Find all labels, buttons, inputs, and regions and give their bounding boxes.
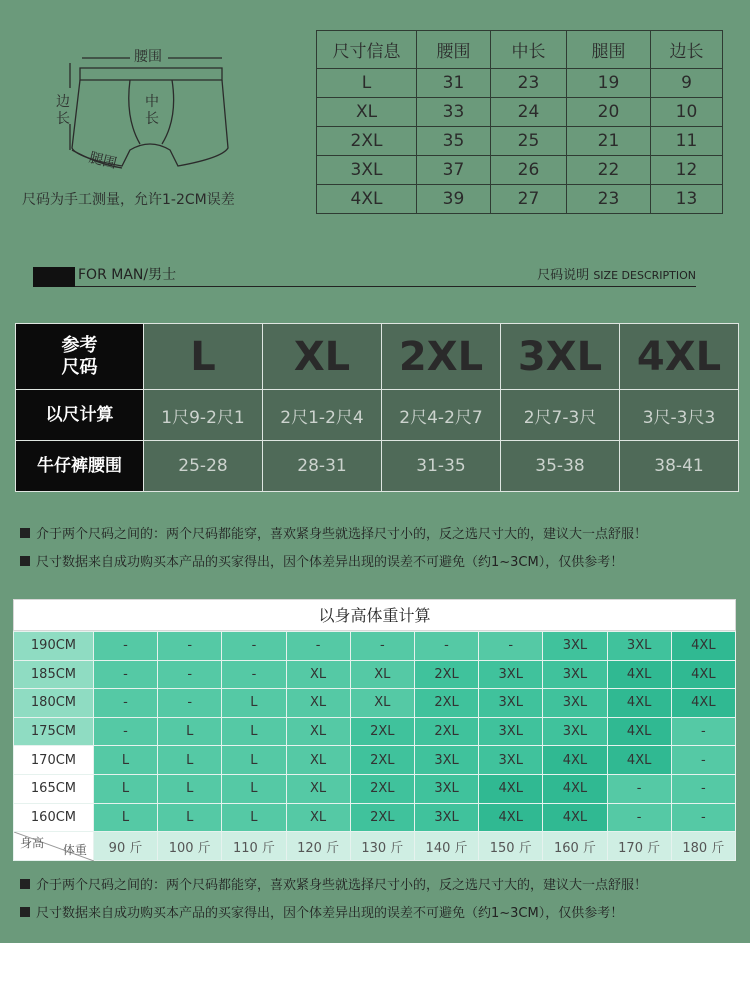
size-cell: XL	[286, 803, 350, 832]
size-cell: L	[93, 774, 157, 803]
bullet-square-icon	[20, 556, 30, 566]
table-cell: 35	[417, 127, 491, 156]
size-cell: 2XL	[414, 689, 478, 718]
table-row	[14, 746, 736, 775]
size-cell: 4XL	[479, 774, 543, 803]
table-cell: 2XL	[317, 127, 417, 156]
table-cell: 3XL	[317, 156, 417, 185]
height-cell: 175CM	[14, 717, 94, 746]
height-weight-grid	[13, 631, 736, 861]
table-row	[16, 390, 739, 441]
size-cell: 3XL	[479, 689, 543, 718]
size-cell: -	[222, 660, 286, 689]
row-label	[16, 324, 144, 390]
size-cell: 3XL	[414, 746, 478, 775]
size-description-cn: 尺码说明	[537, 268, 590, 283]
size-cell: 2XL	[350, 746, 414, 775]
size-cell: XL	[286, 774, 350, 803]
banner-left-text: FOR MAN/男士	[78, 267, 177, 283]
table-row	[14, 660, 736, 689]
table-cell: 19	[567, 69, 651, 98]
table-cell: 9	[651, 69, 723, 98]
note-text: 介于两个尺码之间的：两个尺码都能穿，喜欢紧身些就选择尺寸小的，反之选尺寸大的，建议大一点舒服！	[36, 878, 648, 893]
size-cell: 2XL	[350, 803, 414, 832]
row-label: 牛仔裤腰围	[16, 441, 144, 492]
section-banner	[33, 264, 696, 288]
table-cell: 12	[651, 156, 723, 185]
size-cell: XL	[286, 717, 350, 746]
height-weight-corner	[14, 832, 94, 861]
bullet-square-icon	[20, 907, 30, 917]
table-title: 以身高体重计算	[13, 599, 736, 631]
table-cell: 38-41	[620, 441, 739, 492]
size-cell: L	[93, 803, 157, 832]
table-cell: 31-35	[382, 441, 501, 492]
table-row	[317, 156, 723, 185]
table-cell: 3尺-3尺3	[620, 390, 739, 441]
size-cell: XL	[263, 324, 382, 390]
size-cell: 3XL	[414, 803, 478, 832]
table-cell: 25-28	[144, 441, 263, 492]
table-row	[317, 98, 723, 127]
size-cell: -	[158, 689, 222, 718]
weight-cell: 130 斤	[350, 832, 414, 861]
table-cell: XL	[317, 98, 417, 127]
header-cell: 尺寸信息	[317, 31, 417, 69]
size-cell: XL	[286, 689, 350, 718]
size-cell: -	[158, 632, 222, 661]
table-cell: 37	[417, 156, 491, 185]
size-cell: -	[607, 774, 671, 803]
size-cell: 4XL	[620, 324, 739, 390]
size-cell: -	[93, 660, 157, 689]
size-cell: 3XL	[543, 717, 607, 746]
size-cell: 4XL	[543, 774, 607, 803]
size-cell: 3XL	[479, 746, 543, 775]
size-cell: 4XL	[607, 746, 671, 775]
note-text: 尺寸数据来自成功购买本产品的买家得出，因个体差异出现的误差不可避免（约1~3CM），仅供参考！	[36, 555, 624, 570]
size-cell: 4XL	[479, 803, 543, 832]
size-cell: 3XL	[543, 632, 607, 661]
size-cell: -	[671, 717, 735, 746]
size-cell: -	[671, 746, 735, 775]
table-cell: 2尺4-2尺7	[382, 390, 501, 441]
table-cell: 33	[417, 98, 491, 127]
size-description-en: SIZE DESCRIPTION	[593, 269, 696, 282]
table-row	[14, 689, 736, 718]
table-cell: 11	[651, 127, 723, 156]
size-cell: -	[158, 660, 222, 689]
leg-circumference-label: 腿围	[87, 149, 119, 173]
table-row	[14, 632, 736, 661]
notes-block	[20, 525, 647, 581]
note-line	[20, 553, 647, 581]
table-row	[317, 69, 723, 98]
table-cell: 28-31	[263, 441, 382, 492]
size-info-table	[316, 30, 723, 214]
size-cell: L	[158, 774, 222, 803]
weight-cell: 170 斤	[607, 832, 671, 861]
size-cell: L	[222, 803, 286, 832]
height-cell: 160CM	[14, 803, 94, 832]
height-cell: 180CM	[14, 689, 94, 718]
weight-cell: 180 斤	[671, 832, 735, 861]
header-cell: 腰围	[417, 31, 491, 69]
size-cell: XL	[350, 689, 414, 718]
size-cell: 3XL	[414, 774, 478, 803]
bullet-square-icon	[20, 528, 30, 538]
table-header-row	[317, 31, 723, 69]
size-cell: L	[93, 746, 157, 775]
note-text: 介于两个尺码之间的：两个尺码都能穿，喜欢紧身些就选择尺寸小的，反之选尺寸大的，建议大一点舒服！	[36, 527, 648, 542]
waist-label: 腰围	[134, 49, 162, 65]
size-cell: 4XL	[671, 660, 735, 689]
size-cell: 4XL	[607, 717, 671, 746]
size-cell: L	[158, 803, 222, 832]
size-cell: 3XL	[479, 660, 543, 689]
size-cell: -	[607, 803, 671, 832]
size-cell: XL	[286, 660, 350, 689]
measurement-note: 尺码为手工测量，允许1-2CM误差	[22, 192, 235, 208]
mid-length-label: 中长	[145, 94, 159, 127]
size-cell: -	[222, 632, 286, 661]
size-cell: -	[93, 689, 157, 718]
table-row	[317, 127, 723, 156]
height-weight-table	[13, 599, 736, 861]
size-cell: 3XL	[501, 324, 620, 390]
table-row	[14, 717, 736, 746]
size-cell: 4XL	[543, 746, 607, 775]
table-row	[14, 774, 736, 803]
size-cell: L	[158, 717, 222, 746]
size-cell: -	[671, 774, 735, 803]
note-line	[20, 876, 647, 904]
size-cell: 2XL	[350, 774, 414, 803]
weight-cell: 150 斤	[479, 832, 543, 861]
height-cell: 165CM	[14, 774, 94, 803]
size-cell: 4XL	[543, 803, 607, 832]
size-cell: L	[222, 717, 286, 746]
size-cell: 3XL	[607, 632, 671, 661]
table-cell: 2尺1-2尺4	[263, 390, 382, 441]
weight-cell: 110 斤	[222, 832, 286, 861]
size-cell: 2XL	[350, 717, 414, 746]
weight-cell: 100 斤	[158, 832, 222, 861]
table-cell: 23	[567, 185, 651, 214]
size-cell: -	[93, 717, 157, 746]
height-cell: 190CM	[14, 632, 94, 661]
weight-cell: 160 斤	[543, 832, 607, 861]
size-cell: 2XL	[382, 324, 501, 390]
table-cell: 23	[491, 69, 567, 98]
table-cell: 2尺7-3尺	[501, 390, 620, 441]
table-row	[16, 324, 739, 390]
note-line	[20, 904, 647, 932]
size-cell: 2XL	[414, 660, 478, 689]
notes-block-bottom	[20, 876, 647, 932]
bullet-square-icon	[20, 879, 30, 889]
weight-axis-label: 体重	[62, 843, 87, 858]
size-cell: 3XL	[543, 689, 607, 718]
weight-cell: 90 斤	[93, 832, 157, 861]
weight-row	[14, 832, 736, 861]
table-cell: 26	[491, 156, 567, 185]
size-cell: L	[222, 689, 286, 718]
table-cell: 35-38	[501, 441, 620, 492]
table-cell: 27	[491, 185, 567, 214]
table-cell: 31	[417, 69, 491, 98]
size-cell: 4XL	[607, 689, 671, 718]
size-cell: -	[350, 632, 414, 661]
divider	[75, 286, 696, 287]
height-cell: 185CM	[14, 660, 94, 689]
ref-size-label: 参考尺码	[61, 334, 98, 378]
weight-cell: 140 斤	[414, 832, 478, 861]
table-cell: 24	[491, 98, 567, 127]
row-label: 以尺计算	[16, 390, 144, 441]
size-cell: 4XL	[671, 689, 735, 718]
table-row	[317, 185, 723, 214]
size-cell: 2XL	[414, 717, 478, 746]
header-cell: 腿围	[567, 31, 651, 69]
underwear-measurement-diagram	[22, 38, 302, 218]
note-line	[20, 525, 647, 553]
size-cell: XL	[350, 660, 414, 689]
size-cell: 3XL	[543, 660, 607, 689]
table-cell: 10	[651, 98, 723, 127]
reference-size-table	[15, 323, 739, 492]
table-cell: 25	[491, 127, 567, 156]
note-text: 尺寸数据来自成功购买本产品的买家得出，因个体差异出现的误差不可避免（约1~3CM），仅供参考！	[36, 906, 624, 921]
size-cell: -	[286, 632, 350, 661]
table-cell: 1尺9-2尺1	[144, 390, 263, 441]
size-cell: L	[158, 746, 222, 775]
table-cell: 20	[567, 98, 651, 127]
size-cell: -	[671, 803, 735, 832]
table-cell: 22	[567, 156, 651, 185]
size-cell: XL	[286, 746, 350, 775]
size-cell: L	[222, 746, 286, 775]
height-axis-label: 身高	[20, 836, 45, 851]
size-cell: -	[414, 632, 478, 661]
table-row	[16, 441, 739, 492]
size-cell: L	[144, 324, 263, 390]
table-row	[14, 803, 736, 832]
table-cell: 21	[567, 127, 651, 156]
size-cell: -	[479, 632, 543, 661]
banner-right-text	[537, 264, 696, 283]
weight-cell: 120 斤	[286, 832, 350, 861]
size-cell: L	[222, 774, 286, 803]
banner-block	[33, 267, 75, 287]
height-cell: 170CM	[14, 746, 94, 775]
size-cell: -	[93, 632, 157, 661]
table-cell: 4XL	[317, 185, 417, 214]
header-cell: 中长	[491, 31, 567, 69]
size-cell: 3XL	[479, 717, 543, 746]
table-cell: 39	[417, 185, 491, 214]
table-cell: L	[317, 69, 417, 98]
size-cell: 4XL	[607, 660, 671, 689]
side-length-label: 边长	[56, 94, 70, 127]
size-cell: 4XL	[671, 632, 735, 661]
table-cell: 13	[651, 185, 723, 214]
header-cell: 边长	[651, 31, 723, 69]
